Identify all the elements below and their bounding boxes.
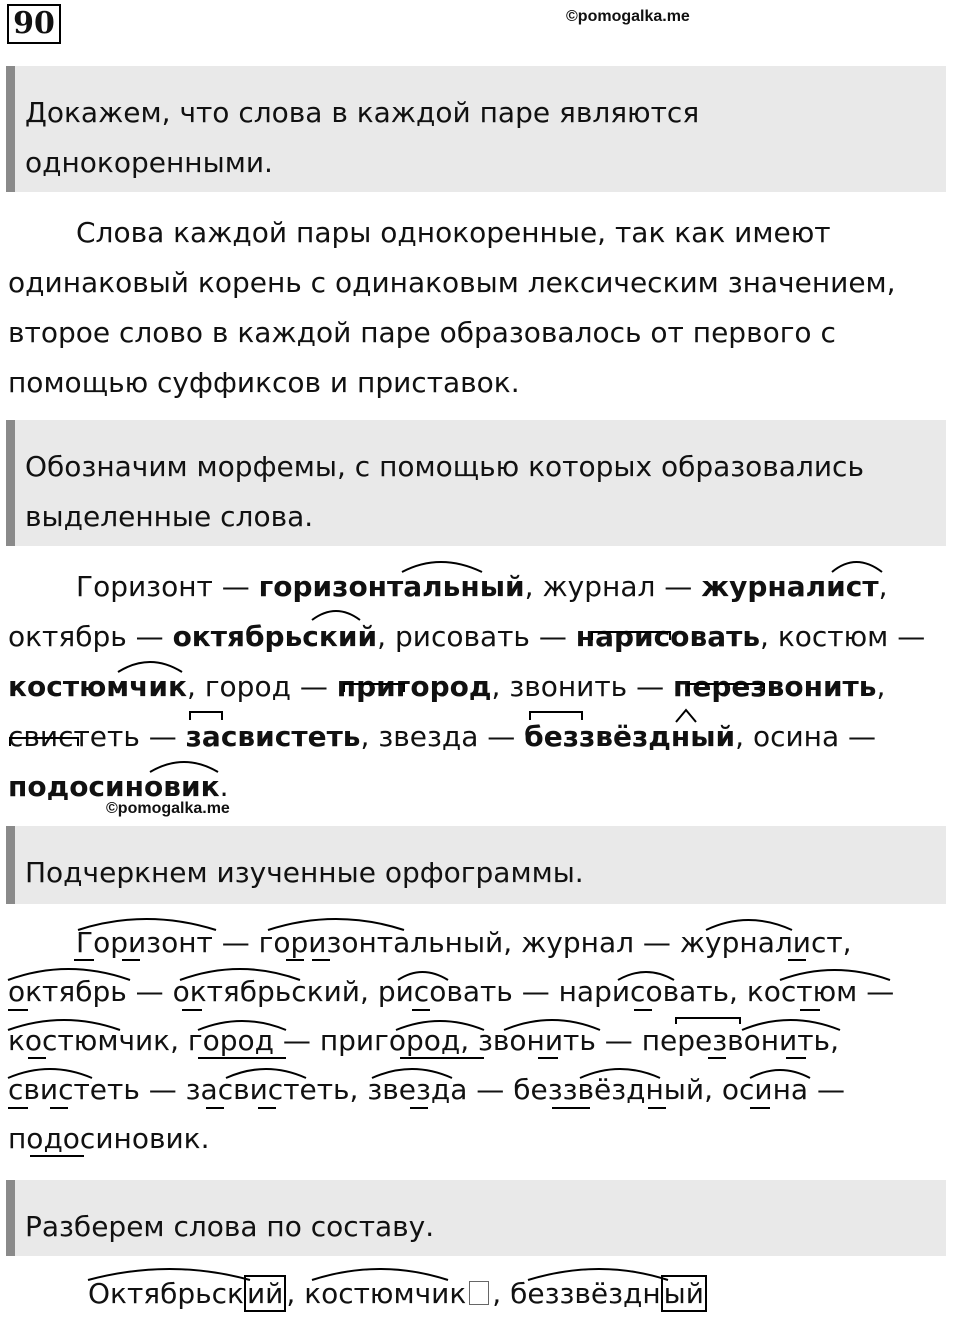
pair-derived-word: журналист	[679, 926, 843, 959]
pair-derived-word: беззвёздный	[524, 720, 736, 753]
pair-derived-word: пригород	[319, 1024, 461, 1057]
spelling-pairs: Горизонт — горизонтальный, журнал — журналист, октябрь — октябрьский, рисовать — нарисовать, костюм — костюмчик, город — пригород, звонить — перезвонить, свистеть — засвистеть, звезда — беззвёздный, осина — подосиновик.	[8, 926, 895, 1155]
pair-derived-word: нарисовать	[558, 975, 730, 1008]
task-3-text: Подчеркнем изученные орфограммы.	[25, 856, 584, 889]
answer-1: Слова каждой пары однокоренные, так как имеют одинаковый корень с одинаковым лексическим значением, второе слово в каждой паре образовалось от первого с помощью суффиксов и приставок.	[8, 216, 896, 399]
task-3	[6, 826, 946, 904]
pair-base-word: осина	[752, 720, 840, 753]
task-1	[6, 66, 946, 192]
pair-derived-word: засвистеть	[185, 1073, 350, 1106]
task-4	[6, 1180, 946, 1256]
watermark-middle: ©pomogalka.me	[106, 800, 230, 817]
pair-base-word: журнал	[521, 926, 635, 959]
pair-derived-word: беззвёздный	[513, 1073, 705, 1106]
pair-base-word: рисовать	[394, 620, 530, 653]
pair-derived-word: костюмчик	[8, 670, 188, 703]
parse-word-3-stem: беззвёздн	[510, 1277, 661, 1310]
pair-base-word: звезда	[367, 1073, 468, 1106]
null-ending-box	[469, 1281, 489, 1305]
task-1-text: Докажем, что слова в каждой паре являются однокоренными.	[25, 96, 700, 179]
pair-base-word: звонить	[509, 670, 628, 703]
pair-derived-word: журналист	[701, 570, 879, 603]
pair-base-word: октябрь	[8, 620, 127, 653]
pair-derived-word: пригород	[336, 670, 492, 703]
pair-base-word: костюм	[777, 620, 889, 653]
pair-base-word: журнал	[542, 570, 656, 603]
task-2-text: Обозначим морфемы, с помощью которых образовались выделенные слова.	[25, 450, 864, 533]
pair-derived-word: костюмчик	[8, 1024, 171, 1057]
exercise-number: 90	[7, 4, 61, 44]
pair-derived-word: подосиновик	[8, 1122, 201, 1155]
pair-base-word: город	[204, 670, 291, 703]
pair-derived-word: подосиновик	[8, 770, 220, 803]
pair-base-word: костюм	[746, 975, 858, 1008]
comma: ,	[492, 1277, 502, 1310]
pair-derived-word: засвистеть	[185, 720, 361, 753]
pair-base-word: октябрь	[8, 975, 127, 1008]
pair-base-word: свистеть	[8, 720, 140, 753]
morpheme-pairs: Горизонт — горизонтальный, журнал — журналист, октябрь — октябрьский, рисовать — нарисовать, костюм — костюмчик, город — пригород, звонить — перезвонить, свистеть — засвистеть, звезда — беззвёздный, осина — подосиновик.	[8, 570, 926, 803]
parse-word-1-ending: ий	[244, 1275, 286, 1312]
pair-derived-word: горизонтальный	[258, 926, 504, 959]
pair-base-word: Горизонт	[76, 570, 213, 603]
task-2	[6, 420, 946, 546]
pair-base-word: город	[187, 1024, 275, 1057]
pair-derived-word: перезвонить	[673, 670, 877, 703]
pair-base-word: звезда	[378, 720, 479, 753]
task-4-text: Разберем слова по составу.	[25, 1210, 435, 1243]
pair-base-word: свистеть	[8, 1073, 140, 1106]
parse-word-1-stem: Октябрьск	[88, 1277, 244, 1310]
pair-base-word: осина	[721, 1073, 809, 1106]
pair-base-word: рисовать	[377, 975, 513, 1008]
pair-derived-word: нарисовать	[575, 620, 761, 653]
pair-base-word: звонить	[478, 1024, 596, 1057]
pair-derived-word: октябрьский	[172, 975, 361, 1008]
pair-derived-word: перезвонить	[641, 1024, 831, 1057]
pair-derived-word: октябрьский	[172, 620, 378, 653]
comma: ,	[286, 1277, 296, 1310]
word-parse-line	[88, 1272, 707, 1316]
pair-derived-word: горизонтальный	[258, 570, 525, 603]
parse-word-3-ending: ый	[661, 1275, 707, 1312]
pair-base-word: Горизонт	[76, 926, 213, 959]
parse-word-2-stem: костюмчик	[304, 1277, 467, 1310]
watermark-top: ©pomogalka.me	[566, 8, 690, 25]
